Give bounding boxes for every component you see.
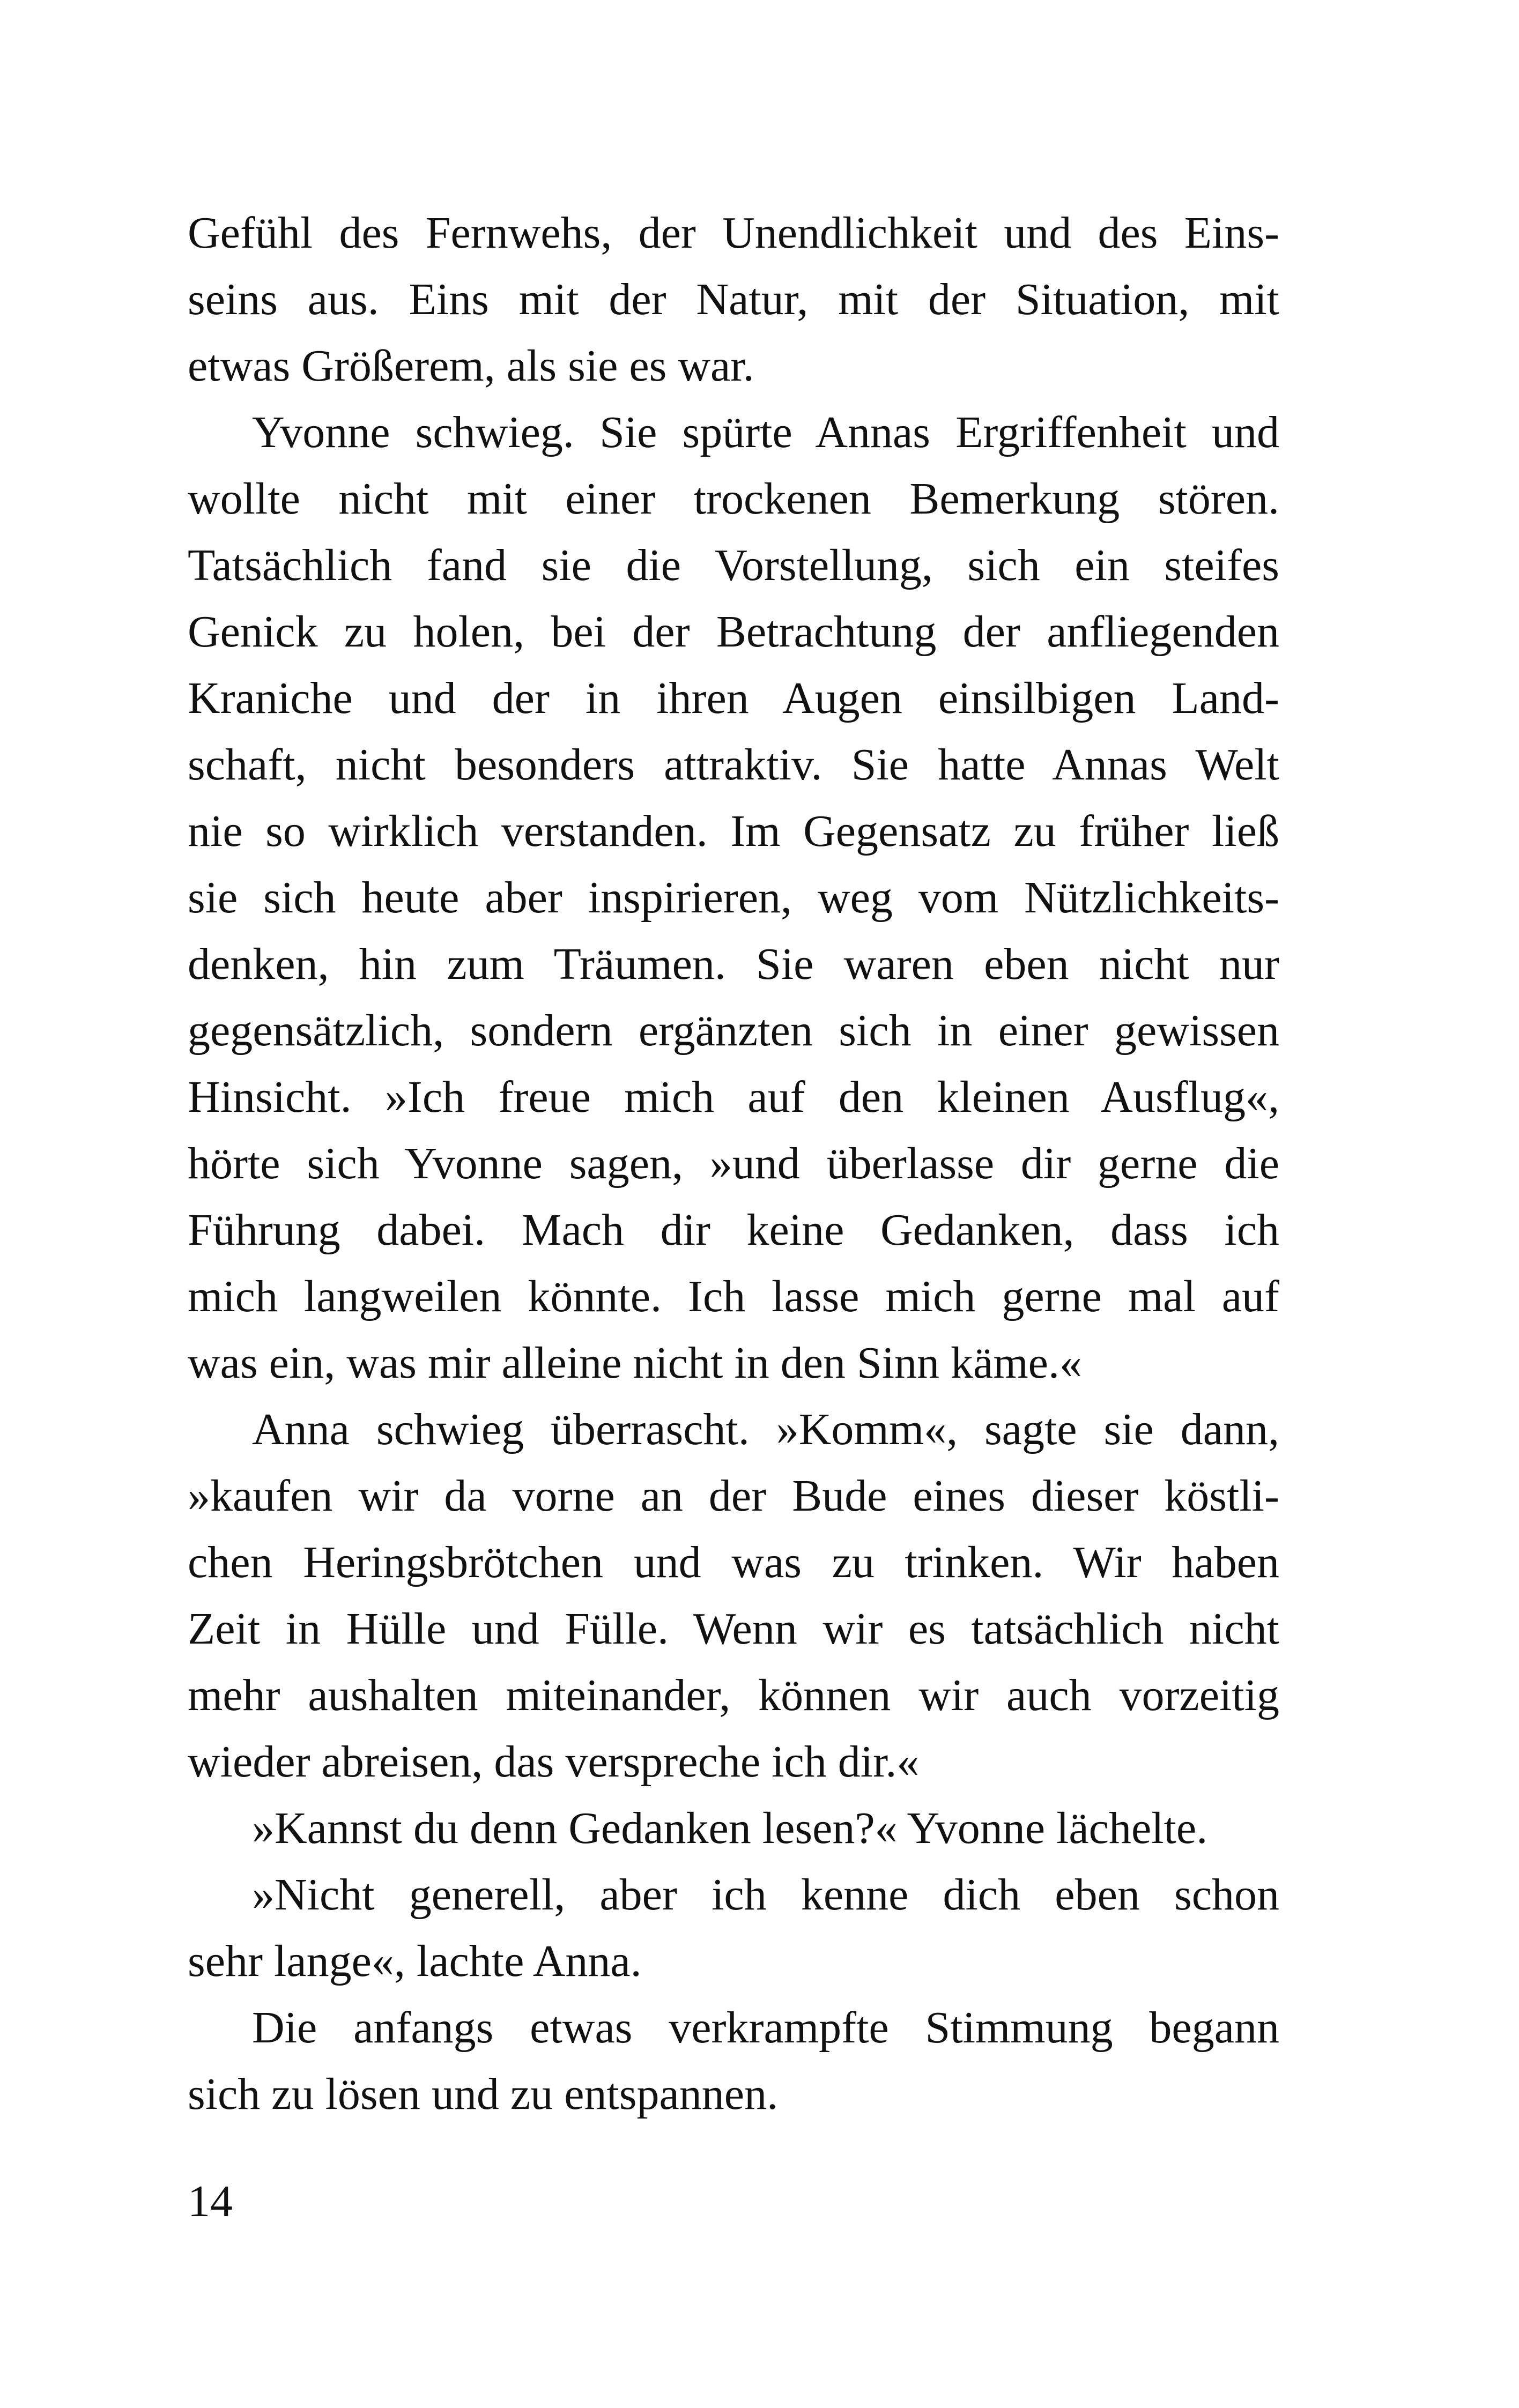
text-line: denken, hin zum Träumen. Sie waren eben nicht nur [188, 939, 1279, 989]
text-line: Yvonne schwieg. Sie spürte Annas Ergriffenheit und [252, 407, 1279, 457]
text-line: sehr lange«, lachte Anna. [188, 1936, 642, 1986]
text-line: sie sich heute aber inspirieren, weg vom Nützlichkeits- [188, 873, 1279, 923]
text-line: Führung dabei. Mach dir keine Gedanken, dass ich [188, 1205, 1279, 1255]
text-line: Anna schwieg überrascht. »Komm«, sagte sie dann, [252, 1404, 1279, 1454]
text-line: »kaufen wir da vorne an der Bude eines dieser köstli- [188, 1471, 1279, 1521]
text-line: hörte sich Yvonne sagen, »und überlasse dir gerne die [188, 1139, 1279, 1188]
text-line: Hinsicht. »Ich freue mich auf den kleinen Ausflug«, [188, 1072, 1279, 1122]
text-line: schaft, nicht besonders attraktiv. Sie hatte Annas Welt [188, 740, 1279, 790]
page-number: 14 [188, 2176, 233, 2226]
text-line: Genick zu holen, bei der Betrachtung der anfliegenden [188, 607, 1279, 657]
text-line: Gefühl des Fernwehs, der Unendlichkeit und des Eins- [188, 208, 1279, 258]
text-line: seins aus. Eins mit der Natur, mit der Situation, mit [188, 274, 1279, 324]
text-line: chen Heringsbrötchen und was zu trinken. Wir haben [188, 1537, 1279, 1587]
text-line: sich zu lösen und zu entspannen. [188, 2069, 779, 2119]
text-line: »Kannst du denn Gedanken lesen?« Yvonne lächelte. [252, 1803, 1208, 1853]
text-line: Zeit in Hülle und Fülle. Wenn wir es tatsächlich nicht [188, 1604, 1279, 1654]
text-line: wollte nicht mit einer trockenen Bemerkung stören. [188, 474, 1279, 524]
text-line: was ein, was mir alleine nicht in den Sinn käme.« [188, 1338, 1082, 1388]
text-line: gegensätzlich, sondern ergänzten sich in einer gewissen [188, 1006, 1279, 1056]
text-line: mehr aushalten miteinander, können wir auch vorzeitig [188, 1670, 1279, 1720]
text-line: Die anfangs etwas verkrampfte Stimmung begann [252, 2003, 1279, 2053]
text-line: Kraniche und der in ihren Augen einsilbigen Land- [188, 673, 1279, 723]
text-line: Tatsächlich fand sie die Vorstellung, sich ein steifes [188, 540, 1279, 590]
text-line: mich langweilen könnte. Ich lasse mich gerne mal auf [188, 1272, 1279, 1321]
text-line: wieder abreisen, das verspreche ich dir.« [188, 1737, 920, 1787]
text-line: »Nicht generell, aber ich kenne dich eben schon [252, 1870, 1279, 1920]
text-line: nie so wirklich verstanden. Im Gegensatz zu früher ließ [188, 806, 1279, 856]
text-line: etwas Größerem, als sie es war. [188, 341, 754, 391]
